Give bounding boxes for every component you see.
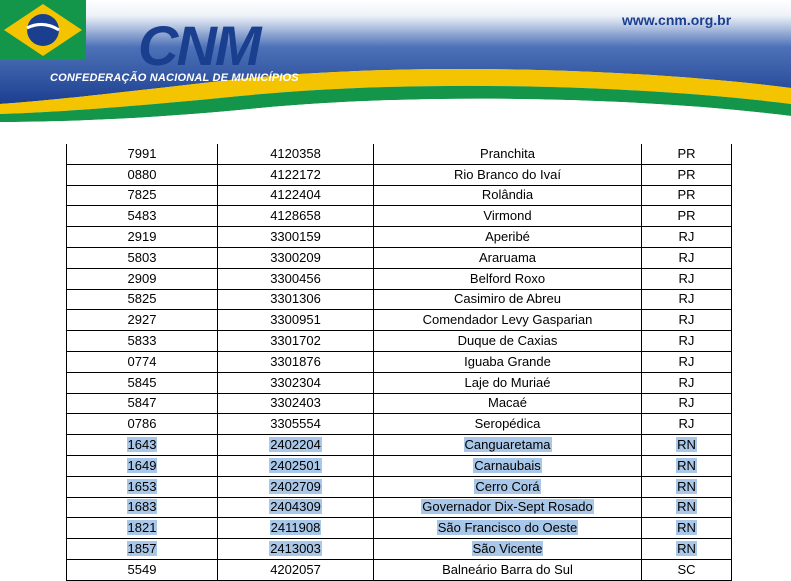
table-row [67, 310, 732, 331]
ibge-cell-text: 3300159 [270, 229, 321, 245]
ibge-cell-text: 2402501 [270, 457, 321, 473]
code-cell [67, 331, 218, 352]
table-row [67, 185, 732, 206]
municipality-cell [374, 144, 642, 164]
state-cell [642, 414, 732, 435]
municipality-cell [374, 351, 642, 372]
municipality-cell-text: Casimiro de Abreu [454, 291, 561, 307]
ibge-cell [218, 435, 374, 456]
municipality-cell-text: Comendador Levy Gasparian [422, 312, 593, 328]
state-cell-text: RJ [678, 312, 695, 328]
code-cell [67, 435, 218, 456]
state-cell-text: RJ [678, 249, 695, 265]
state-cell-text: PR [677, 208, 696, 224]
municipality-cell-text: Virmond [483, 208, 532, 224]
ibge-cell [218, 144, 374, 164]
municipality-cell [374, 393, 642, 414]
municipality-cell-text: Pranchita [480, 145, 535, 161]
code-cell-text: 5483 [127, 208, 157, 224]
table-row [67, 435, 732, 456]
ibge-cell [218, 539, 374, 560]
state-cell [642, 331, 732, 352]
ibge-cell-text: 4128658 [270, 208, 321, 224]
code-cell-text: 1821 [127, 520, 157, 536]
ibge-cell [218, 559, 374, 580]
code-cell [67, 227, 218, 248]
ibge-cell-text: 2411908 [270, 520, 321, 536]
ibge-cell-text: 3301702 [270, 333, 321, 349]
code-cell [67, 497, 218, 518]
ibge-cell-text: 3300209 [270, 249, 321, 265]
table-row [67, 393, 732, 414]
code-cell-text: 5847 [127, 395, 157, 411]
state-cell-text: RJ [678, 229, 695, 245]
code-cell [67, 185, 218, 206]
table-row [67, 227, 732, 248]
code-cell [67, 144, 218, 164]
municipalities-table [66, 144, 732, 581]
municipality-cell-text: Macaé [487, 395, 528, 411]
state-cell [642, 435, 732, 456]
state-cell [642, 310, 732, 331]
code-cell [67, 247, 218, 268]
table-row [67, 414, 732, 435]
state-cell [642, 372, 732, 393]
state-cell-text: RJ [678, 374, 695, 390]
municipality-cell-text: Belford Roxo [469, 270, 546, 286]
state-cell-text: RJ [678, 291, 695, 307]
state-cell [642, 206, 732, 227]
municipality-cell [374, 164, 642, 185]
code-cell-text: 1857 [127, 541, 157, 557]
table-row [67, 268, 732, 289]
state-cell [642, 539, 732, 560]
state-cell [642, 289, 732, 310]
page-header [0, 0, 791, 135]
table-body [67, 144, 732, 580]
municipality-cell-text: Aperibé [485, 229, 530, 245]
code-cell [67, 539, 218, 560]
municipality-cell [374, 227, 642, 248]
ibge-cell [218, 268, 374, 289]
code-cell-text: 1683 [127, 499, 157, 515]
municipality-cell [374, 455, 642, 476]
state-cell-text: RJ [678, 395, 695, 411]
state-cell-text: RN [677, 437, 696, 453]
ibge-cell-text: 4122404 [270, 187, 321, 203]
code-cell-text: 1653 [127, 478, 157, 494]
ibge-cell [218, 351, 374, 372]
code-cell-text: 1643 [127, 437, 157, 453]
municipality-cell [374, 372, 642, 393]
table-row [67, 247, 732, 268]
code-cell [67, 372, 218, 393]
municipality-cell-text: Cerro Corá [475, 478, 540, 494]
municipality-cell-text: Rio Branco do Ivaí [454, 166, 561, 182]
municipality-cell-text: Iguaba Grande [464, 353, 551, 369]
state-cell [642, 144, 732, 164]
state-cell [642, 185, 732, 206]
municipality-cell-text: São Vicente [472, 541, 543, 557]
state-cell-text: RN [677, 499, 696, 515]
municipality-cell-text: Governador Dix-Sept Rosado [422, 499, 593, 515]
ibge-cell-text: 4120358 [270, 145, 321, 161]
state-cell-text: RJ [678, 353, 695, 369]
municipality-cell [374, 518, 642, 539]
municipality-cell [374, 206, 642, 227]
ibge-cell [218, 414, 374, 435]
state-cell-text: RJ [678, 333, 695, 349]
table-row [67, 164, 732, 185]
state-cell-text: RN [677, 520, 696, 536]
municipality-cell [374, 310, 642, 331]
state-cell [642, 476, 732, 497]
code-cell-text: 2909 [127, 270, 157, 286]
municipality-cell [374, 331, 642, 352]
brazil-flag-logo-icon [0, 0, 86, 60]
state-cell-text: RN [677, 457, 696, 473]
municipality-cell [374, 289, 642, 310]
ibge-cell-text: 2402709 [270, 478, 321, 494]
municipality-cell [374, 414, 642, 435]
state-cell-text: PR [677, 145, 696, 161]
ibge-cell-text: 2404309 [270, 499, 321, 515]
table-row [67, 351, 732, 372]
municipality-cell-text: Canguaretama [464, 437, 551, 453]
municipality-cell [374, 435, 642, 456]
code-cell-text: 2927 [127, 312, 157, 328]
state-cell-text: PR [677, 187, 696, 203]
table-row [67, 144, 732, 164]
code-cell-text: 5549 [127, 561, 157, 577]
ibge-cell-text: 2413003 [270, 541, 321, 557]
code-cell-text: 5833 [127, 333, 157, 349]
ibge-cell [218, 497, 374, 518]
ibge-cell [218, 289, 374, 310]
site-url: www.cnm.org.br [622, 12, 732, 28]
table-row [67, 331, 732, 352]
municipality-cell-text: Araruama [478, 249, 537, 265]
municipality-cell-text: Balneário Barra do Sul [442, 561, 573, 577]
brand-logo-text: CNM [138, 14, 260, 77]
code-cell [67, 206, 218, 227]
municipality-cell [374, 476, 642, 497]
table-row [67, 455, 732, 476]
table-row [67, 539, 732, 560]
code-cell [67, 289, 218, 310]
code-cell [67, 351, 218, 372]
ibge-cell-text: 3305554 [270, 416, 321, 432]
ibge-cell [218, 247, 374, 268]
municipality-cell-text: Duque de Caxias [457, 333, 558, 349]
ibge-cell [218, 393, 374, 414]
code-cell [67, 414, 218, 435]
ibge-cell-text: 4122172 [270, 166, 321, 182]
state-cell [642, 247, 732, 268]
ibge-cell-text: 3302403 [270, 395, 321, 411]
state-cell-text: RN [677, 478, 696, 494]
municipality-cell-text: São Francisco do Oeste [437, 520, 578, 536]
municipality-cell [374, 185, 642, 206]
code-cell [67, 268, 218, 289]
table-row [67, 476, 732, 497]
state-cell-text: RJ [678, 270, 695, 286]
ibge-cell [218, 310, 374, 331]
ibge-cell [218, 476, 374, 497]
ibge-cell-text: 2402204 [270, 437, 321, 453]
municipality-cell-text: Carnaubais [474, 457, 541, 473]
municipality-cell-text: Rolândia [481, 187, 534, 203]
state-cell [642, 393, 732, 414]
ibge-cell [218, 455, 374, 476]
table-row [67, 518, 732, 539]
brand-subtitle: CONFEDERAÇÃO NACIONAL DE MUNICÍPIOS [50, 72, 299, 84]
ibge-cell-text: 3301876 [270, 353, 321, 369]
state-cell [642, 559, 732, 580]
ibge-cell [218, 227, 374, 248]
state-cell-text: RJ [678, 416, 695, 432]
table-row [67, 372, 732, 393]
state-cell [642, 455, 732, 476]
table-row [67, 497, 732, 518]
ibge-cell [218, 164, 374, 185]
code-cell [67, 476, 218, 497]
municipality-cell [374, 268, 642, 289]
ibge-cell [218, 331, 374, 352]
table-row [67, 289, 732, 310]
state-cell [642, 497, 732, 518]
code-cell [67, 455, 218, 476]
code-cell [67, 559, 218, 580]
state-cell [642, 227, 732, 248]
code-cell-text: 0880 [127, 166, 157, 182]
code-cell-text: 2919 [127, 229, 157, 245]
code-cell [67, 164, 218, 185]
municipality-cell [374, 247, 642, 268]
code-cell-text: 5803 [127, 249, 157, 265]
code-cell-text: 1649 [127, 457, 157, 473]
code-cell-text: 7825 [127, 187, 157, 203]
ibge-cell [218, 185, 374, 206]
state-cell [642, 268, 732, 289]
ibge-cell-text: 3302304 [270, 374, 321, 390]
municipality-cell [374, 497, 642, 518]
code-cell-text: 5845 [127, 374, 157, 390]
municipality-cell [374, 559, 642, 580]
state-cell [642, 518, 732, 539]
code-cell [67, 518, 218, 539]
code-cell-text: 7991 [127, 145, 157, 161]
code-cell-text: 0774 [127, 353, 157, 369]
state-cell [642, 164, 732, 185]
state-cell-text: SC [677, 561, 696, 577]
ibge-cell-text: 3301306 [270, 291, 321, 307]
code-cell-text: 0786 [127, 416, 157, 432]
code-cell [67, 393, 218, 414]
ibge-cell-text: 4202057 [270, 561, 321, 577]
municipality-cell-text: Seropédica [474, 416, 541, 432]
code-cell-text: 5825 [127, 291, 157, 307]
ibge-cell-text: 3300456 [270, 270, 321, 286]
municipality-cell-text: Laje do Muriaé [464, 374, 551, 390]
state-cell [642, 351, 732, 372]
ibge-cell [218, 518, 374, 539]
code-cell [67, 310, 218, 331]
ibge-cell [218, 372, 374, 393]
table-row [67, 206, 732, 227]
ibge-cell-text: 3300951 [270, 312, 321, 328]
table-row [67, 559, 732, 580]
state-cell-text: PR [677, 166, 696, 182]
state-cell-text: RN [677, 541, 696, 557]
ibge-cell [218, 206, 374, 227]
municipality-cell [374, 539, 642, 560]
